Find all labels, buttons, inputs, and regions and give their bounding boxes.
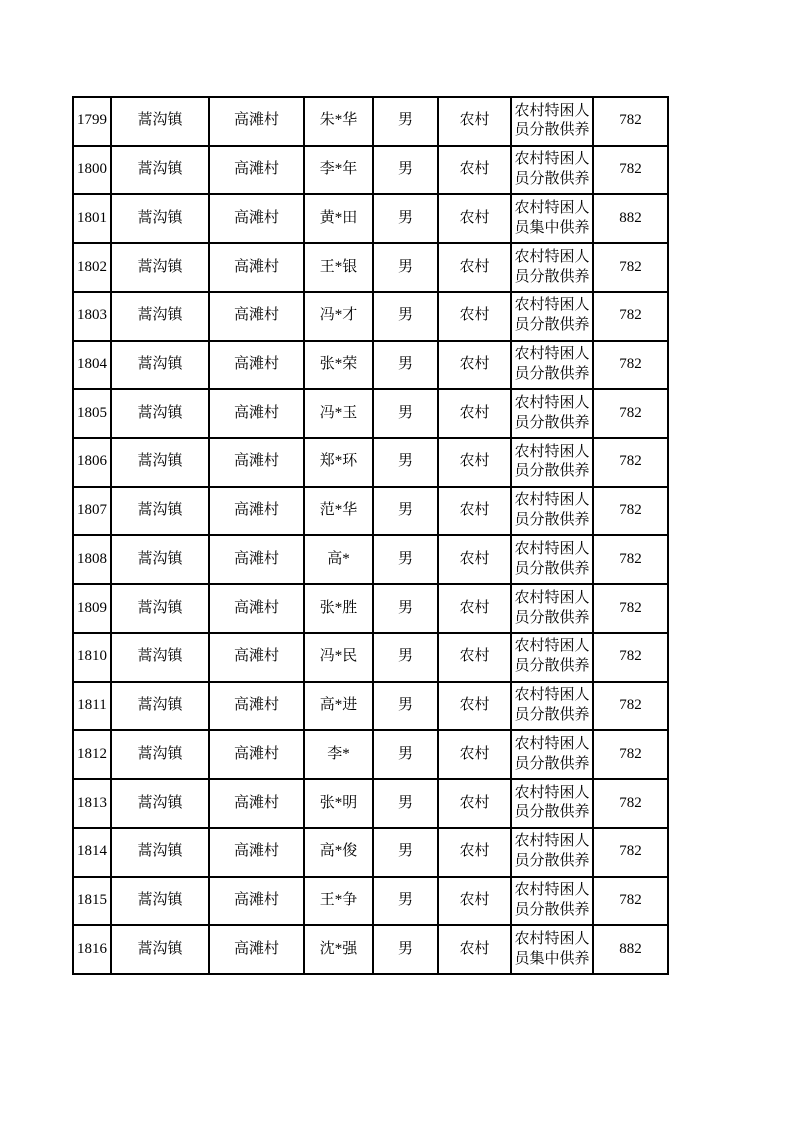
cell-support-type: 农村特困人员分散供养 bbox=[511, 779, 593, 828]
cell-gender: 男 bbox=[373, 194, 438, 243]
cell-support-type: 农村特困人员集中供养 bbox=[511, 194, 593, 243]
cell-town: 蒿沟镇 bbox=[111, 97, 209, 146]
cell-gender: 男 bbox=[373, 146, 438, 195]
cell-town: 蒿沟镇 bbox=[111, 292, 209, 341]
cell-seq: 1799 bbox=[73, 97, 111, 146]
cell-seq: 1815 bbox=[73, 877, 111, 926]
cell-amount: 782 bbox=[593, 97, 668, 146]
table-row bbox=[73, 730, 668, 779]
cell-area-type: 农村 bbox=[438, 682, 511, 731]
cell-town: 蒿沟镇 bbox=[111, 194, 209, 243]
cell-amount: 782 bbox=[593, 146, 668, 195]
cell-town: 蒿沟镇 bbox=[111, 341, 209, 390]
table-row bbox=[73, 243, 668, 292]
cell-area-type: 农村 bbox=[438, 535, 511, 584]
cell-support-type: 农村特困人员分散供养 bbox=[511, 146, 593, 195]
cell-name: 冯*玉 bbox=[304, 389, 373, 438]
cell-support-type: 农村特困人员分散供养 bbox=[511, 487, 593, 536]
cell-town: 蒿沟镇 bbox=[111, 146, 209, 195]
cell-gender: 男 bbox=[373, 584, 438, 633]
cell-name: 李*年 bbox=[304, 146, 373, 195]
cell-village: 高滩村 bbox=[209, 730, 304, 779]
cell-village: 高滩村 bbox=[209, 682, 304, 731]
cell-name: 黄*田 bbox=[304, 194, 373, 243]
cell-support-type: 农村特困人员分散供养 bbox=[511, 730, 593, 779]
cell-area-type: 农村 bbox=[438, 877, 511, 926]
cell-seq: 1816 bbox=[73, 925, 111, 974]
table-row bbox=[73, 779, 668, 828]
cell-town: 蒿沟镇 bbox=[111, 535, 209, 584]
cell-name: 张*明 bbox=[304, 779, 373, 828]
table-row bbox=[73, 341, 668, 390]
cell-seq: 1802 bbox=[73, 243, 111, 292]
cell-village: 高滩村 bbox=[209, 146, 304, 195]
cell-amount: 782 bbox=[593, 487, 668, 536]
cell-amount: 782 bbox=[593, 243, 668, 292]
cell-village: 高滩村 bbox=[209, 194, 304, 243]
cell-amount: 882 bbox=[593, 194, 668, 243]
cell-amount: 782 bbox=[593, 292, 668, 341]
cell-gender: 男 bbox=[373, 828, 438, 877]
cell-village: 高滩村 bbox=[209, 584, 304, 633]
table-row bbox=[73, 682, 668, 731]
cell-amount: 782 bbox=[593, 389, 668, 438]
cell-support-type: 农村特困人员分散供养 bbox=[511, 682, 593, 731]
cell-town: 蒿沟镇 bbox=[111, 487, 209, 536]
cell-support-type: 农村特困人员分散供养 bbox=[511, 535, 593, 584]
cell-name: 李* bbox=[304, 730, 373, 779]
cell-seq: 1806 bbox=[73, 438, 111, 487]
table-row bbox=[73, 146, 668, 195]
cell-gender: 男 bbox=[373, 925, 438, 974]
cell-seq: 1800 bbox=[73, 146, 111, 195]
cell-name: 朱*华 bbox=[304, 97, 373, 146]
cell-gender: 男 bbox=[373, 877, 438, 926]
cell-village: 高滩村 bbox=[209, 925, 304, 974]
cell-name: 范*华 bbox=[304, 487, 373, 536]
cell-amount: 782 bbox=[593, 877, 668, 926]
cell-amount: 882 bbox=[593, 925, 668, 974]
cell-village: 高滩村 bbox=[209, 779, 304, 828]
cell-village: 高滩村 bbox=[209, 243, 304, 292]
cell-support-type: 农村特困人员分散供养 bbox=[511, 292, 593, 341]
cell-town: 蒿沟镇 bbox=[111, 925, 209, 974]
cell-gender: 男 bbox=[373, 292, 438, 341]
cell-support-type: 农村特困人员分散供养 bbox=[511, 243, 593, 292]
cell-area-type: 农村 bbox=[438, 243, 511, 292]
cell-town: 蒿沟镇 bbox=[111, 730, 209, 779]
cell-seq: 1814 bbox=[73, 828, 111, 877]
welfare-roster-table bbox=[72, 96, 669, 975]
cell-gender: 男 bbox=[373, 389, 438, 438]
cell-village: 高滩村 bbox=[209, 828, 304, 877]
cell-name: 沈*强 bbox=[304, 925, 373, 974]
cell-gender: 男 bbox=[373, 438, 438, 487]
cell-seq: 1808 bbox=[73, 535, 111, 584]
cell-support-type: 农村特困人员分散供养 bbox=[511, 633, 593, 682]
cell-gender: 男 bbox=[373, 779, 438, 828]
cell-village: 高滩村 bbox=[209, 341, 304, 390]
cell-seq: 1813 bbox=[73, 779, 111, 828]
table-row bbox=[73, 487, 668, 536]
cell-town: 蒿沟镇 bbox=[111, 584, 209, 633]
cell-area-type: 农村 bbox=[438, 584, 511, 633]
cell-town: 蒿沟镇 bbox=[111, 633, 209, 682]
cell-gender: 男 bbox=[373, 243, 438, 292]
cell-amount: 782 bbox=[593, 438, 668, 487]
cell-area-type: 农村 bbox=[438, 389, 511, 438]
cell-area-type: 农村 bbox=[438, 925, 511, 974]
cell-area-type: 农村 bbox=[438, 292, 511, 341]
cell-seq: 1811 bbox=[73, 682, 111, 731]
table-row bbox=[73, 438, 668, 487]
cell-area-type: 农村 bbox=[438, 828, 511, 877]
cell-village: 高滩村 bbox=[209, 633, 304, 682]
cell-seq: 1805 bbox=[73, 389, 111, 438]
cell-village: 高滩村 bbox=[209, 438, 304, 487]
cell-amount: 782 bbox=[593, 730, 668, 779]
cell-support-type: 农村特困人员分散供养 bbox=[511, 828, 593, 877]
cell-town: 蒿沟镇 bbox=[111, 438, 209, 487]
cell-support-type: 农村特困人员分散供养 bbox=[511, 97, 593, 146]
cell-amount: 782 bbox=[593, 682, 668, 731]
cell-gender: 男 bbox=[373, 682, 438, 731]
cell-village: 高滩村 bbox=[209, 292, 304, 341]
table-row bbox=[73, 535, 668, 584]
cell-support-type: 农村特困人员分散供养 bbox=[511, 877, 593, 926]
cell-gender: 男 bbox=[373, 97, 438, 146]
cell-seq: 1803 bbox=[73, 292, 111, 341]
cell-name: 郑*环 bbox=[304, 438, 373, 487]
cell-seq: 1810 bbox=[73, 633, 111, 682]
cell-amount: 782 bbox=[593, 341, 668, 390]
cell-name: 张*荣 bbox=[304, 341, 373, 390]
cell-village: 高滩村 bbox=[209, 389, 304, 438]
cell-town: 蒿沟镇 bbox=[111, 389, 209, 438]
cell-area-type: 农村 bbox=[438, 194, 511, 243]
cell-gender: 男 bbox=[373, 341, 438, 390]
cell-area-type: 农村 bbox=[438, 487, 511, 536]
cell-amount: 782 bbox=[593, 535, 668, 584]
cell-support-type: 农村特困人员分散供养 bbox=[511, 389, 593, 438]
cell-area-type: 农村 bbox=[438, 633, 511, 682]
cell-area-type: 农村 bbox=[438, 779, 511, 828]
cell-amount: 782 bbox=[593, 779, 668, 828]
cell-town: 蒿沟镇 bbox=[111, 828, 209, 877]
cell-area-type: 农村 bbox=[438, 730, 511, 779]
cell-name: 高*进 bbox=[304, 682, 373, 731]
cell-amount: 782 bbox=[593, 584, 668, 633]
table-row bbox=[73, 633, 668, 682]
cell-area-type: 农村 bbox=[438, 97, 511, 146]
table-body bbox=[73, 97, 668, 974]
cell-name: 冯*民 bbox=[304, 633, 373, 682]
cell-seq: 1801 bbox=[73, 194, 111, 243]
cell-seq: 1809 bbox=[73, 584, 111, 633]
cell-name: 张*胜 bbox=[304, 584, 373, 633]
cell-village: 高滩村 bbox=[209, 97, 304, 146]
cell-support-type: 农村特困人员分散供养 bbox=[511, 438, 593, 487]
cell-town: 蒿沟镇 bbox=[111, 779, 209, 828]
table-row bbox=[73, 292, 668, 341]
cell-area-type: 农村 bbox=[438, 438, 511, 487]
cell-name: 高* bbox=[304, 535, 373, 584]
table-row bbox=[73, 97, 668, 146]
table-row bbox=[73, 877, 668, 926]
cell-seq: 1812 bbox=[73, 730, 111, 779]
cell-gender: 男 bbox=[373, 487, 438, 536]
cell-town: 蒿沟镇 bbox=[111, 243, 209, 292]
table-row bbox=[73, 584, 668, 633]
table-row bbox=[73, 389, 668, 438]
cell-seq: 1807 bbox=[73, 487, 111, 536]
table-row bbox=[73, 828, 668, 877]
cell-seq: 1804 bbox=[73, 341, 111, 390]
cell-support-type: 农村特困人员分散供养 bbox=[511, 341, 593, 390]
cell-support-type: 农村特困人员分散供养 bbox=[511, 584, 593, 633]
cell-support-type: 农村特困人员集中供养 bbox=[511, 925, 593, 974]
cell-village: 高滩村 bbox=[209, 877, 304, 926]
cell-gender: 男 bbox=[373, 730, 438, 779]
cell-gender: 男 bbox=[373, 633, 438, 682]
cell-name: 王*银 bbox=[304, 243, 373, 292]
cell-amount: 782 bbox=[593, 633, 668, 682]
cell-name: 高*俊 bbox=[304, 828, 373, 877]
cell-village: 高滩村 bbox=[209, 535, 304, 584]
cell-amount: 782 bbox=[593, 828, 668, 877]
cell-town: 蒿沟镇 bbox=[111, 682, 209, 731]
cell-area-type: 农村 bbox=[438, 146, 511, 195]
cell-area-type: 农村 bbox=[438, 341, 511, 390]
cell-town: 蒿沟镇 bbox=[111, 877, 209, 926]
table-row bbox=[73, 925, 668, 974]
cell-gender: 男 bbox=[373, 535, 438, 584]
cell-name: 王*争 bbox=[304, 877, 373, 926]
cell-name: 冯*才 bbox=[304, 292, 373, 341]
cell-village: 高滩村 bbox=[209, 487, 304, 536]
table-row bbox=[73, 194, 668, 243]
